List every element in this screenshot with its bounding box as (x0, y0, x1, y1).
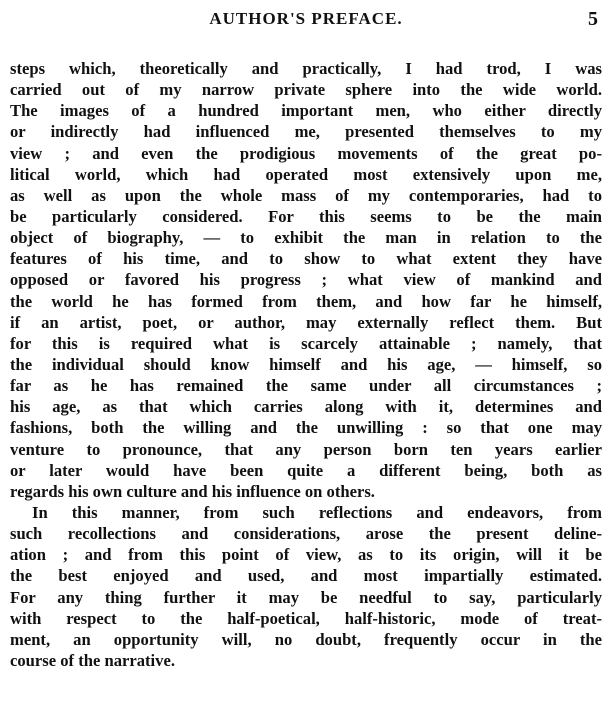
text-line: features of his time, and to show to what extent they have (10, 249, 602, 269)
text-line: view ; and even the prodigious movements of the great po- (10, 143, 602, 163)
text-line: ation ; and from this point of view, as to its origin, will it be (10, 545, 602, 565)
text-line: carried out of my narrow private sphere into the wide world. (10, 80, 602, 100)
text-line: venture to pronounce, that any person born ten years earlier (10, 439, 602, 459)
text-line: steps which, theoretically and practically, I had trod, I was (10, 59, 602, 78)
text-line: The images of a hundred important men, who either directly (10, 101, 602, 121)
text-line: For any thing further it may be needful to say, particularly (10, 587, 602, 607)
page-number: 5 (588, 8, 598, 30)
text-line: far as he has remained the same under all circumstances ; (10, 376, 602, 396)
text-line: as well as upon the whole mass of my contemporaries, had to (10, 185, 602, 205)
text-line: or indirectly had influenced me, presented themselves to my (10, 122, 602, 142)
text-line: if an artist, poet, or author, may externally reflect them. But (10, 312, 602, 332)
text-line: be particularly considered. For this seems to be the main (10, 206, 602, 226)
paragraph-1 (10, 58, 602, 502)
text-line: object of biography, — to exhibit the man in relation to the (10, 228, 602, 248)
body-text (10, 58, 602, 671)
text-line: the best enjoyed and used, and most impartially estimated. (10, 566, 602, 586)
running-title: AUTHOR'S PREFACE. (209, 9, 403, 28)
text-line: regards his own culture and his influence on others. (10, 481, 375, 501)
text-line: In this manner, from such reflections and endeavors, from (32, 502, 602, 522)
text-line: or later would have been quite a different being, both as (10, 460, 602, 480)
running-header (8, 6, 604, 32)
text-line: with respect to the half-poetical, half-historic, mode of treat- (10, 608, 602, 628)
text-line: for this is required what is scarcely attainable ; namely, that (10, 333, 602, 353)
text-line: the world he has formed from them, and how far he himself, (10, 291, 602, 311)
text-line: ment, an opportunity will, no doubt, frequently occur in the (10, 629, 602, 649)
text-line: his age, as that which carries along with it, determines and (10, 397, 602, 417)
text-line: the individual should know himself and his age, — himself, so (10, 354, 602, 374)
text-line: such recollections and considerations, arose the present deline- (10, 524, 602, 544)
text-line: opposed or favored his progress ; what view of mankind and (10, 270, 602, 290)
paragraph-2 (10, 502, 602, 671)
text-line: fashions, both the willing and the unwilling : so that one may (10, 418, 602, 438)
text-line: litical world, which had operated most extensively upon me, (10, 164, 602, 184)
text-line: course of the narrative. (10, 650, 175, 670)
